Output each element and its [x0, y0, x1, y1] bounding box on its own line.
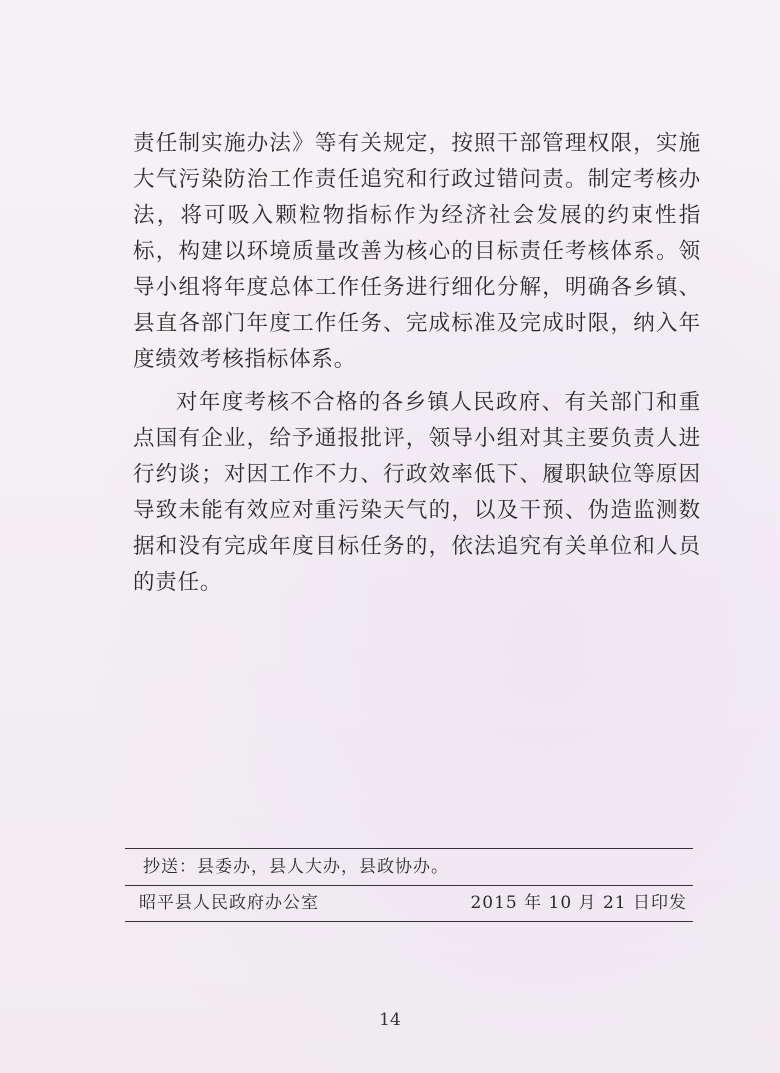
issued-date: 2015 年 10 月 21 日印发	[470, 893, 687, 913]
cc-line: 抄送：县委办，县人大办，县政协办。	[143, 857, 449, 877]
paragraph-2: 对年度考核不合格的各乡镇人民政府、有关部门和重点国有企业，给予通报批评，领导小组对其主要负责人进行约谈；对因工作不力、行政效率低下、履职缺位等原因导致未能有效应对重污染天气的，以及干预、伪造监测数据和没有完成年度目标任务的，依法追究有关单位和人员的责任。	[133, 390, 701, 595]
body-text	[133, 126, 701, 608]
issuer-line	[125, 886, 693, 921]
document-footer	[125, 848, 693, 922]
paragraph-1: 责任制实施办法》等有关规定，按照干部管理权限，实施大气污染防治工作责任追究和行政过错问责。制定考核办法，将可吸入颗粒物指标作为经济社会发展的约束性指标，构建以环境质量改善为核心的目标责任考核体系。领导小组将年度总体工作任务进行细化分解，明确各乡镇、县直各部门年度工作任务、完成标准及完成时限，纳入年度绩效考核指标体系。	[133, 131, 701, 372]
footer-bottom-rule	[125, 921, 693, 922]
page-number: 14	[379, 1010, 401, 1030]
issuer-name: 昭平县人民政府办公室	[139, 893, 319, 913]
